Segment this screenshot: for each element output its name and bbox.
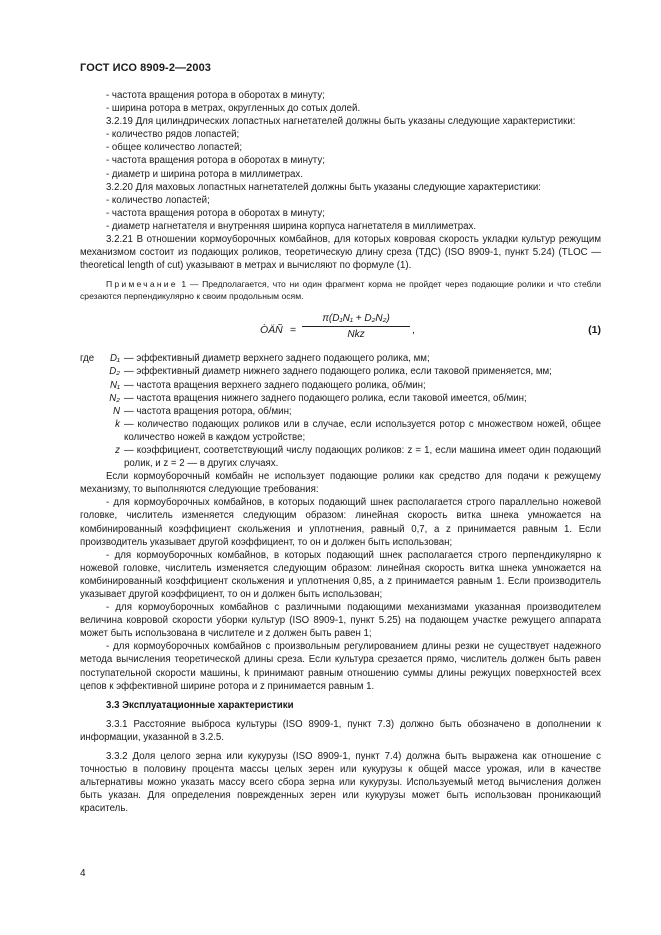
list-item: - частота вращения ротора в оборотах в минуту;	[106, 155, 325, 167]
where-text: — количество подающих роликов или в случае, если используется ротор с множеством ножей, общее количество ножей в каждом устройстве;	[124, 418, 601, 443]
note-label: Примечание	[106, 279, 178, 290]
list-item: - диаметр нагнетателя и внутренняя ширина корпуса нагнетателя в миллиметрах.	[106, 220, 477, 232]
list-item: - диаметр и ширина ротора в миллиметрах.	[106, 168, 303, 180]
list-item: - количество рядов лопастей;	[106, 129, 240, 141]
note-text: — Предполагается, что ни один фрагмент корма не пройдет через подающие ролики и что стебли срезаются перпендикулярно к своим продольным осям.	[80, 279, 602, 302]
where-row	[80, 392, 601, 405]
where-text: — частота вращения верхнего заднего подающего ролика, об/мин;	[124, 379, 426, 391]
paragraph: - для кормоуборочных комбайнов с различными подающими механизмами указанная производителем величина ковровой скорости уборки культур (ISO 8909-1, пункт 5.25) на подающем участке режущего аппарата может быть использована в числителе и z должен быть равен 1;	[80, 602, 601, 640]
where-row	[80, 365, 601, 378]
paragraph: - для кормоуборочных комбайнов, в которых подающий шнек располагается строго параллельно ножевой головке, числитель изменяется следующим образом: линейная скорость витка шнека умножается на комбинированный коэффициент скольжения и уплотнения, равный 0,7, а z принимается равным 1. Если производитель указывает другой коэффициент, то он и должен быть использован;	[80, 497, 601, 548]
where-text: — эффективный диаметр нижнего заднего подающего ролика, если таковой применяется, мм;	[124, 366, 552, 378]
list-item: - частота вращения ротора в оборотах в минуту;	[106, 90, 325, 101]
paragraph-3-2-20: 3.2.20 Для маховых лопастных нагнетателей должны быть указаны следующие характеристики:	[106, 181, 541, 193]
where-symbol: N₁	[109, 379, 120, 391]
where-list	[80, 352, 601, 470]
where-text: — эффективный диаметр верхнего заднего подающего ролика, мм;	[124, 353, 430, 365]
list-item: - ширина ротора в метрах, округленных до сотых долей.	[106, 103, 361, 115]
where-symbol: N₂	[109, 392, 120, 404]
formula-denominator: Nkz	[347, 329, 365, 341]
where-row	[80, 418, 601, 444]
note	[80, 278, 601, 302]
paragraph-3-3-1: 3.3.1 Расстояние выброса культуры (ISO 8909-1, пункт 7.3) должно быть обозначено в дополнении к информации, указанной в 3.2.5.	[80, 718, 601, 743]
formula-numerator: π(D₁N₁ + D₂N₂)	[302, 312, 410, 327]
formula-fraction	[302, 312, 410, 341]
document-header: ГОСТ ИСО 8909-2—2003	[80, 62, 212, 74]
where-text: — частота вращения нижнего заднего подающего ролика, если таковой имеется, об/мин;	[124, 392, 527, 404]
section-heading: 3.3 Эксплуатационные характеристики	[106, 699, 294, 711]
where-symbol: k	[115, 418, 120, 430]
where-row	[80, 379, 601, 392]
where-row	[80, 444, 601, 470]
list-item: - общее количество лопастей;	[106, 142, 243, 154]
document-body	[80, 89, 601, 816]
where-symbol: z	[115, 444, 120, 456]
where-text: — частота вращения ротора, об/мин;	[124, 405, 292, 417]
where-row	[80, 352, 601, 365]
where-symbol: D₁	[109, 353, 120, 365]
where-symbol: D₂	[109, 366, 120, 378]
where-row	[80, 405, 601, 418]
formula-equals: =	[290, 324, 297, 337]
paragraph-3-2-21: 3.2.21 В отношении кормоуборочных комбайнов, для которых ковровая скорость укладки культур режущим механизмом состоит из подающих роликов, теоретическую длину среза (ТДС) (ISO 8909-1, пункт 5.24) (TLOC — theoretical length of cut) указывают в метрах и вычисляют по формуле (1).	[80, 234, 601, 272]
formula-lhs: ÒÄÑ	[260, 324, 283, 337]
where-prefix: где	[80, 353, 95, 365]
list-item: - количество лопастей;	[106, 194, 210, 206]
page-number: 4	[80, 868, 86, 879]
formula	[80, 312, 601, 352]
where-symbol: N	[113, 405, 120, 417]
list-item: - частота вращения ротора в оборотах в минуту;	[106, 207, 325, 219]
note-number: 1	[181, 279, 187, 290]
paragraph: - для кормоуборочных комбайнов, в которых подающий шнек располагается строго перпендикулярно к ножевой головке, числитель изменяется следующим образом: линейная скорость витка шнека умножается на комбинированный коэффициент скольжения и уплотнения 0,85, а z принимается равным 1. Если производитель указывает другой коэффициент, то он и должен быть использован;	[80, 549, 601, 600]
where-text: — коэффициент, соответствующий числу подающих роликов: z = 1, если машина имеет один подающий ролик, и z = 2 — в других случаях.	[124, 444, 601, 470]
paragraph: - для кормоуборочных комбайнов с произвольным регулированием длины резки не существует надежного метода вычисления теоретической длины среза. Если культура срезается прямо, числитель должен быть равен поступательной скорости машины, k принимают равным отношению суммы длины режущих поверхностей всех цепов к эффективной ширине ротора и z принимается равным 1.	[80, 641, 601, 692]
formula-number: (1)	[588, 324, 601, 337]
paragraph-3-2-19: 3.2.19 Для цилиндрических лопастных нагнетателей должны быть указаны следующие характеристики:	[106, 116, 576, 128]
paragraph-3-3-2: 3.3.2 Доля целого зерна или кукурузы (ISO 8909-1, пункт 7.4) должна быть выражена как отношение с точностью в половину процента массы целых зерен или кукурузы к общей массе урожая, или в качестве альтернативы можно указать массу всего сбора зерна или кукурузы. Используемый метод вычисления должен быть указан. Для определения поврежденных зерен или кукурузы может быть использован проникающий краситель.	[80, 751, 601, 815]
paragraph: Если кормоуборочный комбайн не использует подающие ролики как средство для подачи к режущему механизму, то выполняются следующие требования:	[80, 471, 601, 496]
formula-comma: ,	[412, 324, 415, 337]
